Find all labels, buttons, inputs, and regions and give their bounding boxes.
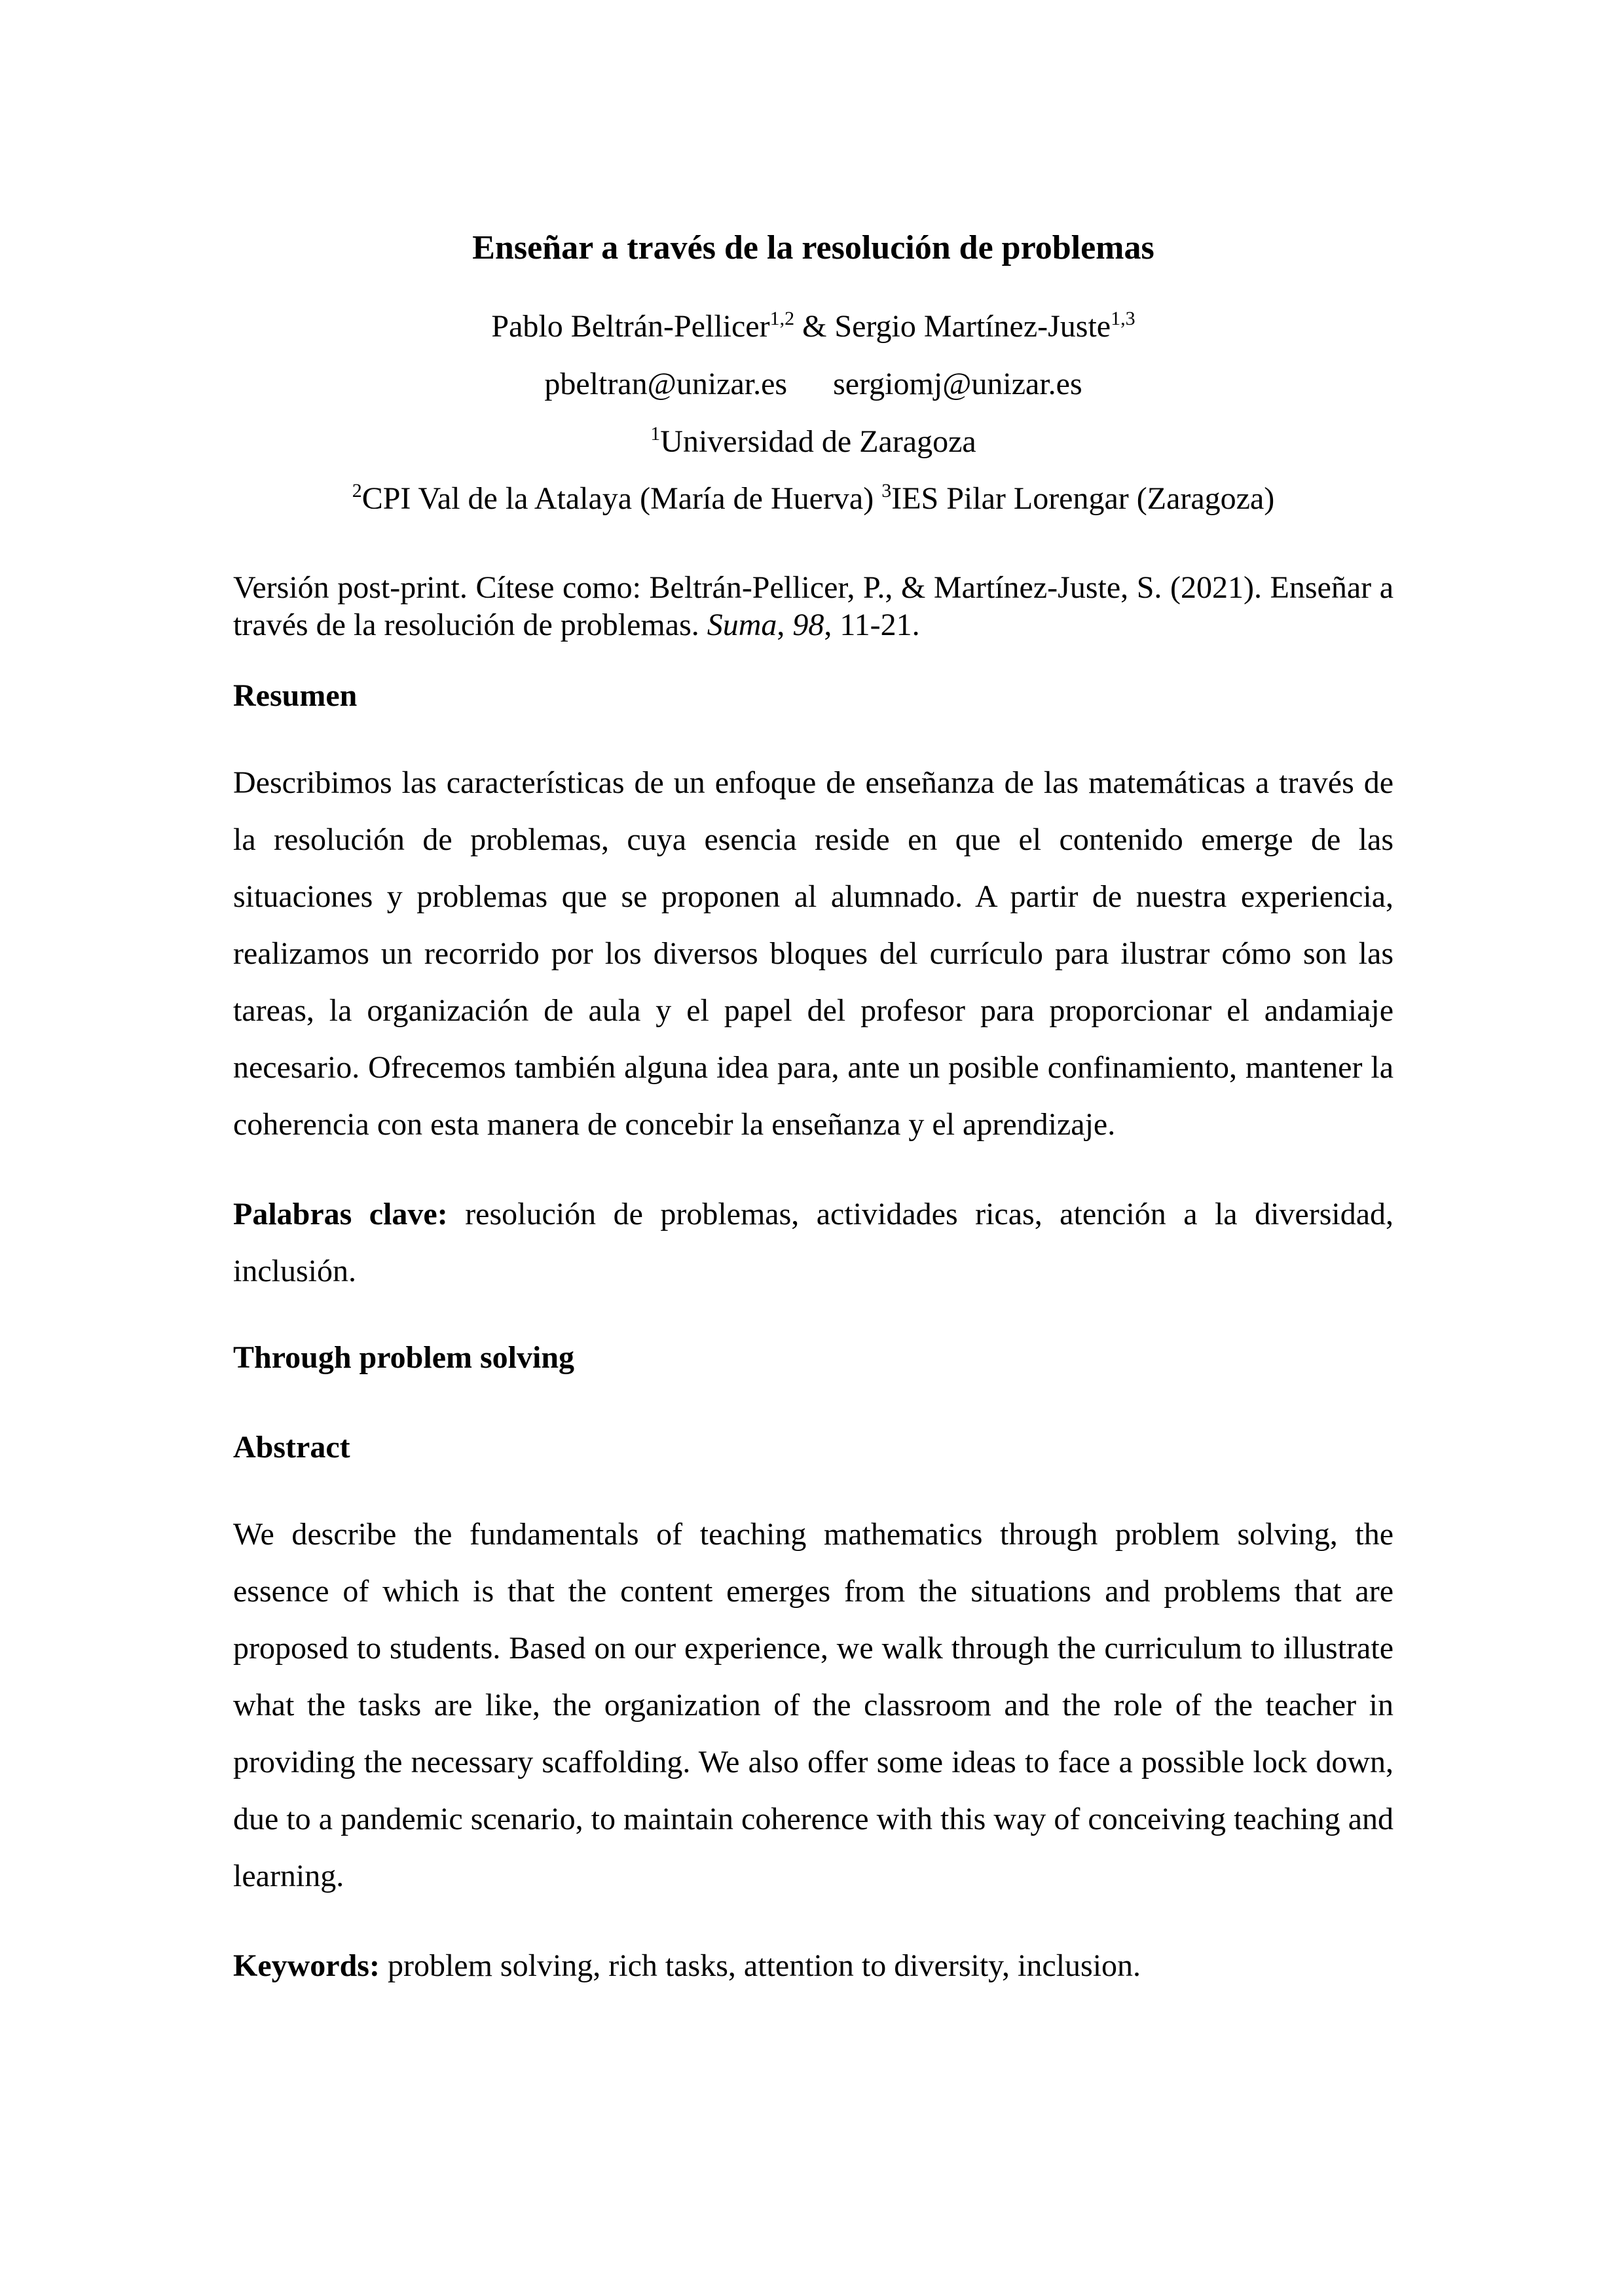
keywords-es-label: Palabras clave: bbox=[233, 1196, 448, 1231]
affiliation-2-mark: 2 bbox=[352, 480, 362, 502]
author-2-name: Sergio Martínez-Juste bbox=[834, 309, 1111, 344]
citation-pages: , 11-21. bbox=[824, 608, 920, 643]
author-2-email: sergiomj@unizar.es bbox=[833, 366, 1082, 401]
keywords-es-list: resolución de problemas, actividades ricas, atención a la diversidad, inclusión. bbox=[233, 1196, 1394, 1288]
keywords-en-list: problem solving, rich tasks, attention to diversity, inclusion. bbox=[379, 1948, 1141, 1983]
keywords-en bbox=[233, 1937, 1393, 1994]
affiliation-3-name: IES Pilar Lorengar (Zaragoza) bbox=[891, 481, 1275, 517]
affiliation-1-mark: 1 bbox=[650, 422, 661, 445]
citation-text: Versión post-print. Cítese como: Beltrán-Pellicer, P., & Martínez-Juste, S. (2021). Enseñar a través de la resolución de problemas. bbox=[233, 570, 1393, 643]
english-title: Through problem solving bbox=[233, 1339, 575, 1375]
resumen-heading: Resumen bbox=[233, 678, 358, 713]
keywords-es bbox=[233, 1186, 1393, 1300]
author-separator: & bbox=[794, 309, 835, 344]
paper-title: Enseñar a través de la resolución de problemas bbox=[472, 229, 1154, 266]
author-1-affiliation-mark: 1,2 bbox=[769, 308, 795, 330]
affiliation-2-name: CPI Val de la Atalaya (María de Huerva) bbox=[361, 481, 882, 517]
document-content bbox=[233, 216, 1393, 1994]
affiliation-line-1 bbox=[233, 423, 1393, 461]
citation-volume: 98 bbox=[792, 608, 824, 643]
author-2-affiliation-mark: 1,3 bbox=[1111, 308, 1135, 330]
affiliation-line-2 bbox=[233, 480, 1393, 518]
affiliation-1-name: Universidad de Zaragoza bbox=[660, 424, 976, 459]
citation-separator: , bbox=[777, 608, 793, 643]
citation-note bbox=[233, 569, 1393, 644]
author-1-name: Pablo Beltrán-Pellicer bbox=[491, 309, 770, 344]
abstract-body: We describe the fundamentals of teaching mathematics through problem solving, the essence of which is that the content emerges from the situations and problems that are proposed to students. Based on our experience, we walk through the curriculum to illustrate what the tasks are like, the organization of the classroom and the role of the teacher in providing the necessary scaffolding. We also offer some ideas to face a possible lock down, due to a pandemic scenario, to maintain coherence with this way of conceiving teaching and learning. bbox=[233, 1516, 1393, 1893]
affiliation-3-mark: 3 bbox=[881, 480, 892, 502]
email-line bbox=[233, 365, 1393, 403]
abstract-heading: Abstract bbox=[233, 1430, 350, 1465]
resumen-body: Describimos las características de un enfoque de enseñanza de las matemáticas a través de la resolución de problemas, cuya esencia reside en que el contenido emerge de las situaciones y problemas que se proponen al alumnado. A partir de nuestra experiencia, realizamos un recorrido por los diversos bloques del currículo para ilustrar cómo son las tareas, la organización de aula y el papel del profesor para proporcionar el andamiaje necesario. Ofrecemos también alguna idea para, ante un posible confinamiento, mantener la coherencia con esta manera de concebir la enseñanza y el aprendizaje. bbox=[233, 765, 1393, 1142]
author-line bbox=[233, 308, 1393, 346]
keywords-en-label: Keywords: bbox=[233, 1948, 380, 1983]
author-1-email: pbeltran@unizar.es bbox=[544, 366, 788, 401]
citation-journal: Suma bbox=[707, 608, 777, 643]
